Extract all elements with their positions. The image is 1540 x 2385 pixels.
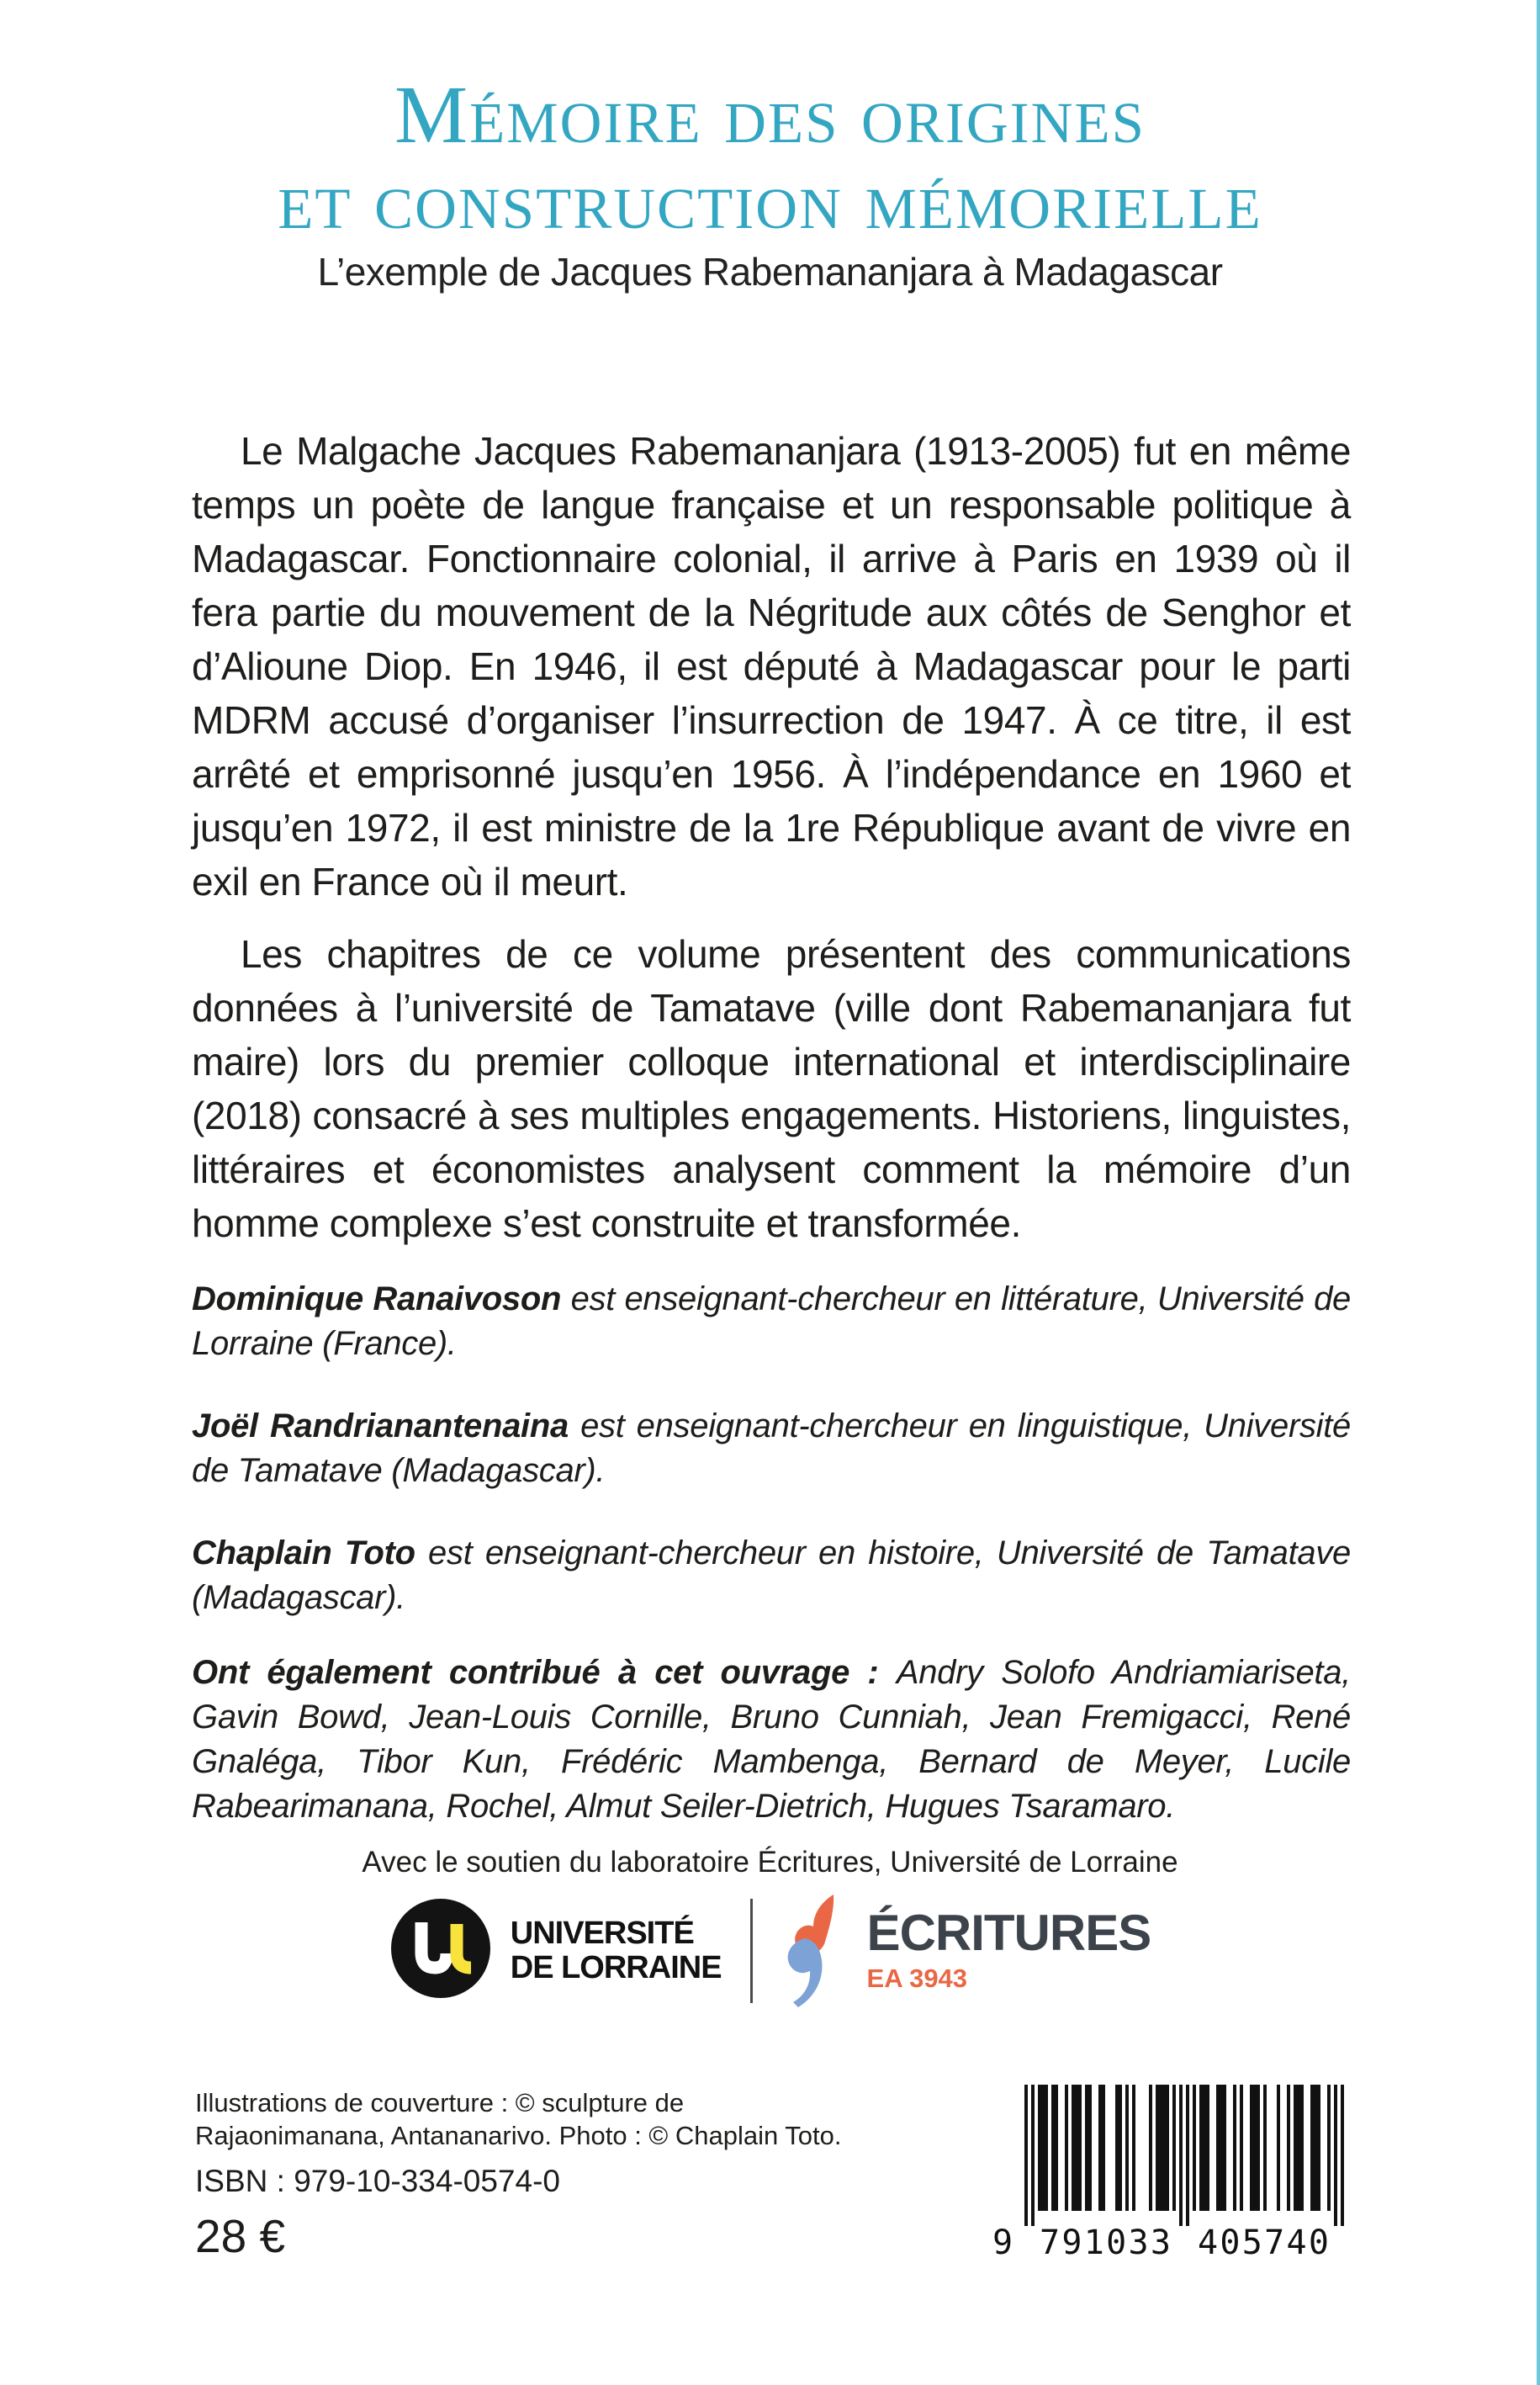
ecritures-logo-name: ÉCRITURES <box>866 1905 1151 1961</box>
cover-illustration-credit: Illustrations de couverture : © sculpture de Rajaonimanana, Antananarivo. Photo : © Chaplain Toto. <box>195 2088 842 2150</box>
ecritures-lab-logo <box>781 1889 1151 2011</box>
book-title-line-2: et construction mémorielle <box>278 156 1262 246</box>
editor-name: Joël Randrianantenaina <box>192 1407 569 1444</box>
price: 28 € <box>195 2210 286 2262</box>
contributors-names: Andry Solofo Andriamiariseta, Gavin Bowd, Jean-Louis Cornille, Bruno Cunniah, Jean Fremigacci, René Gnaléga, Tibor Kun, Frédéric Mambenga, Bernard de Meyer, Lucile Rabearimanana, Rochel, Almut Seiler-Dietrich, Hugues Tsaramaro. <box>192 1654 1351 1825</box>
editor-bio <box>192 1277 1351 1366</box>
support-line: Avec le soutien du laboratoire Écritures, Université de Lorraine <box>362 1846 1178 1879</box>
book-subtitle: L’exemple de Jacques Rabemananjara à Madagascar <box>317 250 1223 294</box>
ecritures-ea-number: EA 3943 <box>866 1964 968 1993</box>
contributors-lead: Ont également contribué à cet ouvrage : <box>192 1654 897 1691</box>
logos-row <box>0 1889 1540 2011</box>
title-block <box>0 72 1540 244</box>
summary-paragraph-1: Le Malgache Jacques Rabemananjara (1913-2005) fut en même temps un poète de langue française et un responsable politique à Madagascar. Fonctionnaire colonial, il arrive à Paris en 1939 où il fera partie du mouvement de la Négritude aux côtés de Senghor et d’Alioune Diop. En 1946, il est député à Madagascar pour le parti MDRM accusé d’organiser l’insurrection de 1947. À ce titre, il est arrêté et emprisonné jusqu’en 1956. À l’indépendance en 1960 et jusqu’en 1972, il est ministre de la 1re République avant de vivre en exil en France où il meurt. <box>192 429 1351 904</box>
svg-text:405740: 405740 <box>1198 2223 1329 2260</box>
ecritures-commas-icon <box>781 1889 862 2011</box>
editor-bios <box>192 1243 1351 1654</box>
editor-bio-text: est enseignant-chercheur en littérature, Université de Lorraine (France). <box>192 1280 1351 1362</box>
ul-logo-text <box>511 1916 722 1985</box>
ul-logo-text-line-1: UNIVERSITÉ <box>510 1915 694 1951</box>
summary-paragraph-2: Les chapitres de ce volume présentent des communications données à l’université de Tamatave (ville dont Rabemananjara fut maire) lors du premier colloque international et interdisciplinaire (2018) consacré à ses multiples engagements. Historiens, linguistes, littéraires et économistes analysent comment la mémoire d’un homme complexe s’est construite et transformée. <box>192 932 1351 1245</box>
svg-text:791033: 791033 <box>1040 2223 1171 2260</box>
editor-bio <box>192 1531 1351 1620</box>
contributors-paragraph <box>192 1651 1351 1829</box>
editor-bio <box>192 1404 1351 1493</box>
isbn-line: ISBN : 979-10-334-0574-0 <box>195 2164 560 2198</box>
editor-name: Chaplain Toto <box>192 1534 415 1571</box>
editor-name: Dominique Ranaivoson <box>192 1280 562 1317</box>
ul-logo-text-line-2: DE LORRAINE <box>510 1949 722 1985</box>
universite-de-lorraine-logo <box>389 1897 722 2004</box>
editor-bio-text: est enseignant-chercheur en linguistique, Université de Tamatave (Madagascar). <box>192 1407 1352 1489</box>
ul-circle-icon <box>389 1897 492 2004</box>
svg-text:9: 9 <box>992 2223 1013 2260</box>
ean13-barcode <box>989 2085 1352 2264</box>
page-edge-line <box>1537 0 1540 2385</box>
book-title-line-1: Mémoire des origines <box>394 70 1146 161</box>
editor-bio-text: est enseignant-chercheur en histoire, Université de Tamatave (Madagascar). <box>192 1534 1351 1616</box>
ecritures-logo-text <box>867 1889 1151 1994</box>
logo-divider <box>750 1899 753 2003</box>
